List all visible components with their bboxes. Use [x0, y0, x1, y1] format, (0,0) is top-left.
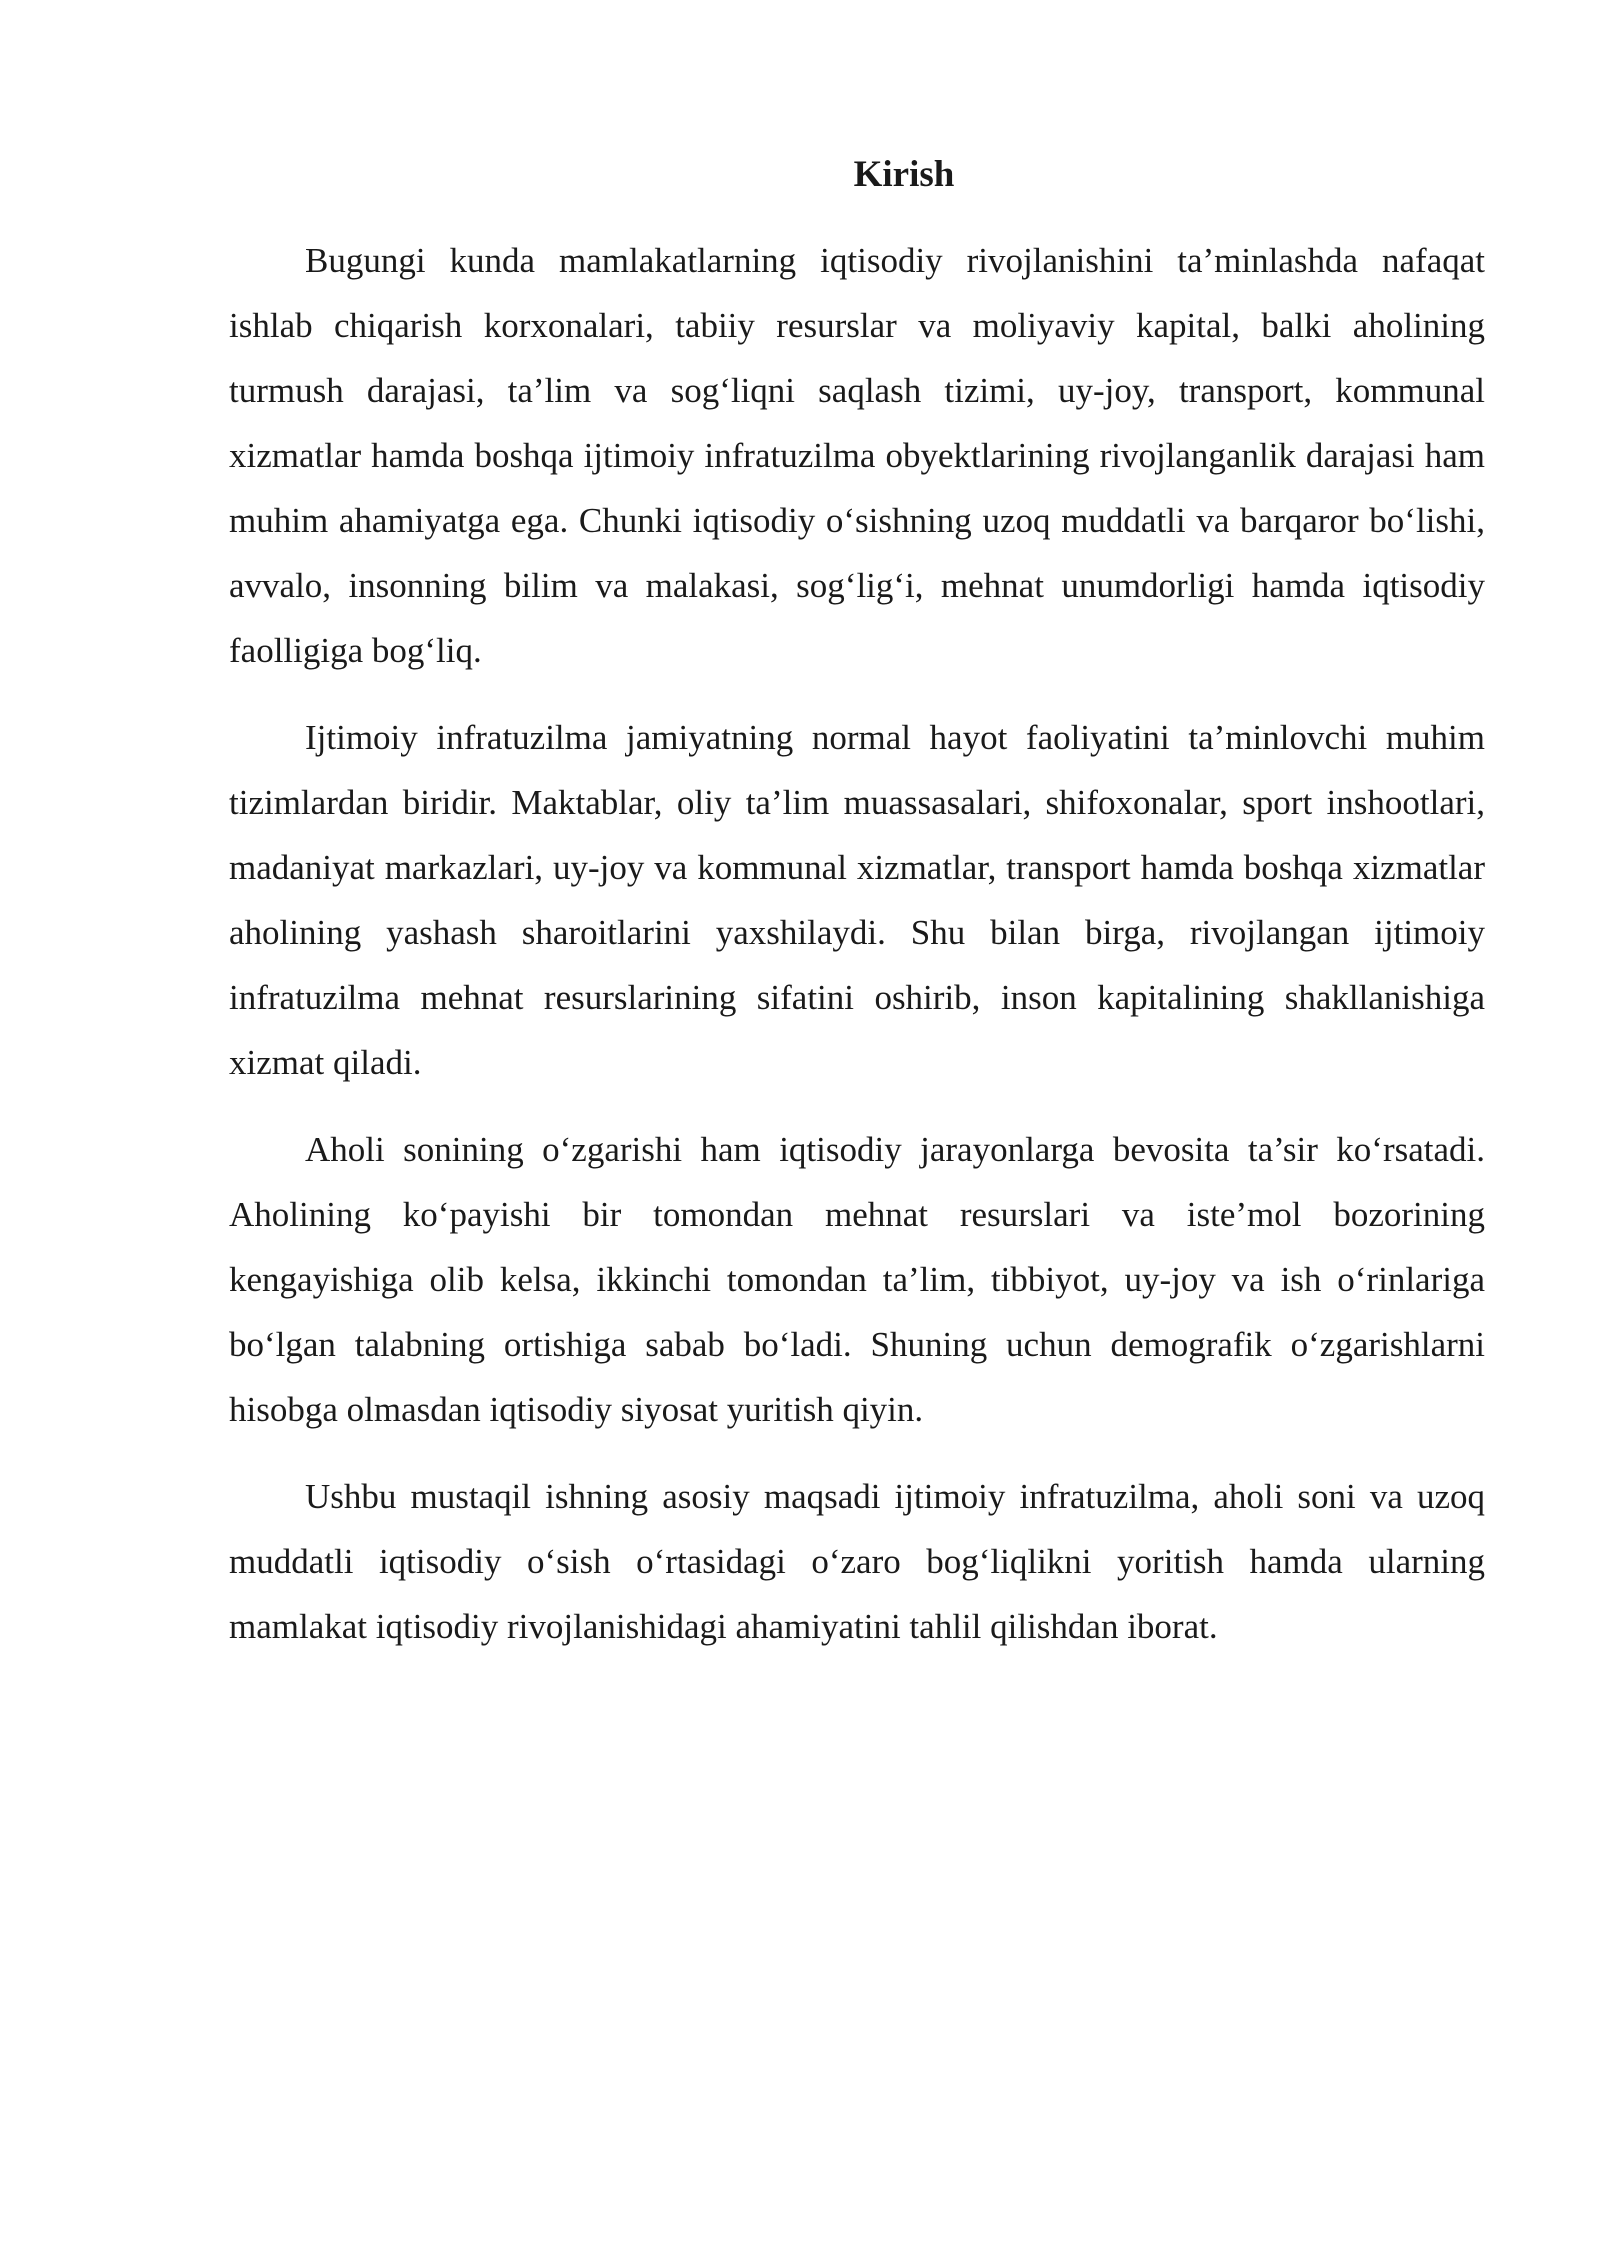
- paragraph-4: Ushbu mustaqil ishning asosiy maqsadi ijtimoiy infratuzilma, aholi soni va uzoq muddatli iqtisodiy o‘sish o‘rtasidagi o‘zaro bog‘liqlikni yoritish hamda ularning mamlakat iqtisodiy rivojlanishidagi ahamiyatini tahlil qilishdan iborat.: [229, 1477, 1485, 1646]
- document-page: [229, 148, 1485, 1681]
- paragraph-3: Aholi sonining o‘zgarishi ham iqtisodiy jarayonlarga bevosita ta’sir ko‘rsatadi. Aholining ko‘payishi bir tomondan mehnat resurslari va iste’mol bozorining kengayishiga olib kelsa, ikkinchi tomondan ta’lim, tibbiyot, uy-joy va ish o‘rinlariga bo‘lgan talabning ortishiga sabab bo‘ladi. Shuning uchun demografik o‘zgarishlarni hisobga olmasdan iqtisodiy siyosat yuritish qiyin.: [229, 1130, 1485, 1429]
- paragraph-2: Ijtimoiy infratuzilma jamiyatning normal hayot faoliyatini ta’minlovchi muhim tizimlardan biridir. Maktablar, oliy ta’lim muassasalari, shifoxonalar, sport inshootlari, madaniyat markazlari, uy-joy va kommunal xizmatlar, transport hamda boshqa xizmatlar aholining yashash sharoitlarini yaxshilaydi. Shu bilan birga, rivojlangan ijtimoiy infratuzilma mehnat resurslarining sifatini oshirib, inson kapitalining shakllanishiga xizmat qiladi.: [229, 718, 1485, 1082]
- page-title: Kirish: [853, 154, 955, 195]
- paragraph-1: Bugungi kunda mamlakatlarning iqtisodiy rivojlanishini ta’minlashda nafaqat ishlab chiqarish korxonalari, tabiiy resurslar va moliyaviy kapital, balki aholining turmush darajasi, ta’lim va sog‘liqni saqlash tizimi, uy-joy, transport, kommunal xizmatlar hamda boshqa ijtimoiy infratuzilma obyektlarining rivojlanganlik darajasi ham muhim ahamiyatga ega. Chunki iqtisodiy o‘sishning uzoq muddatli va barqaror bo‘lishi, avvalo, insonning bilim va malakasi, sog‘lig‘i, mehnat unumdorligi hamda iqtisodiy faolligiga bog‘liq.: [229, 241, 1485, 670]
